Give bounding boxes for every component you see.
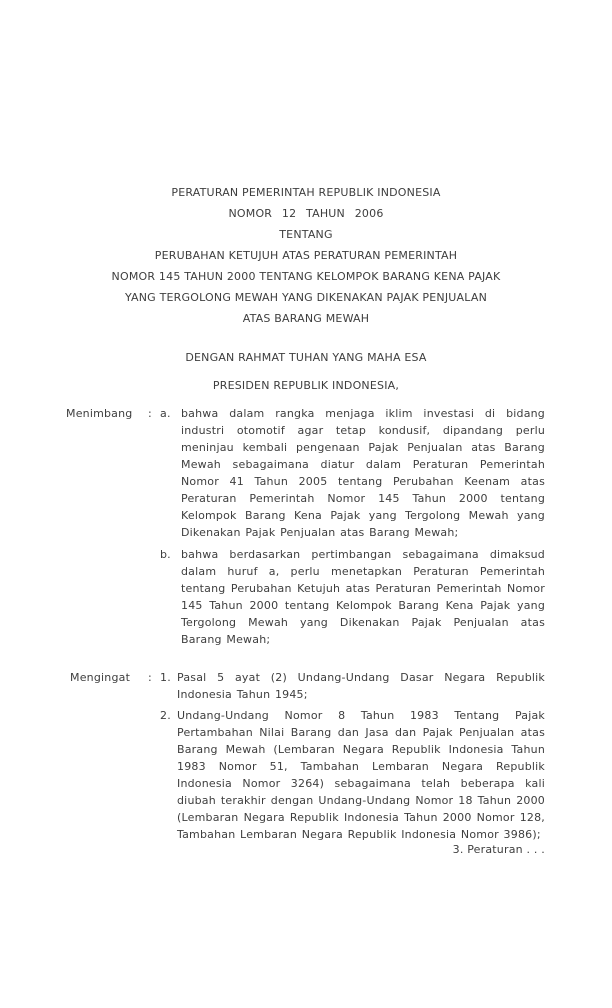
- menimbang-colon: :: [148, 407, 152, 420]
- mengingat-item-1: [160, 669, 545, 703]
- menimbang-items: [160, 405, 545, 648]
- item-marker: b.: [160, 548, 171, 561]
- item-text: bahwa berdasarkan pertimbangan sebagaimana dimaksud dalam huruf a, perlu menetapkan Peraturan Pemerintah tentang Perubahan Ketujuh atas Peraturan Pemerintah Nomor 145 Tahun 2000 tentang Kelompok Barang Kena Pajak yang Tergolong Mewah yang Dikenakan Pajak Penjualan atas Barang Mewah;: [181, 548, 545, 646]
- mengingat-colon: :: [148, 671, 152, 684]
- title-line-subject-3: YANG TERGOLONG MEWAH YANG DIKENAKAN PAJAK PENJUALAN: [124, 291, 488, 304]
- issuer-line: PRESIDEN REPUBLIK INDONESIA,: [212, 379, 400, 392]
- item-marker: 2.: [160, 709, 171, 722]
- menimbang-item-b: [160, 546, 545, 648]
- title-line-subject-2: NOMOR 145 TAHUN 2000 TENTANG KELOMPOK BARANG KENA PAJAK: [111, 270, 501, 283]
- menimbang-label: Menimbang: [66, 407, 133, 420]
- mengingat-item-2: [160, 707, 545, 843]
- item-text: Pasal 5 ayat (2) Undang-Undang Dasar Negara Republik Indonesia Tahun 1945;: [177, 671, 545, 701]
- title-line-tentang: TENTANG: [279, 228, 333, 241]
- title-line-subject-1: PERUBAHAN KETUJUH ATAS PERATURAN PEMERINTAH: [154, 249, 458, 262]
- document-body: [66, 405, 545, 843]
- item-text: Undang-Undang Nomor 8 Tahun 1983 Tentang Pajak Pertambahan Nilai Barang dan Jasa dan Pajak Penjualan atas Barang Mewah (Lembaran Negara Republik Indonesia Tahun 1983 Nomor 51, Tambahan Lembaran Negara Republik Indonesia Nomor 3264) sebagaimana telah beberapa kali diubah terakhir dengan Undang-Undang Nomor 18 Tahun 2000 (Lembaran Negara Republik Indonesia Tahun 2000 Nomor 128, Tambahan Lembaran Negara Republik Indonesia Nomor 3986);: [177, 709, 545, 841]
- title-line-regulation-type: PERATURAN PEMERINTAH REPUBLIK INDONESIA: [171, 186, 441, 199]
- mengingat-items: [160, 669, 545, 843]
- invocation-line: DENGAN RAHMAT TUHAN YANG MAHA ESA: [185, 351, 427, 364]
- mengingat-label: Mengingat: [70, 671, 131, 684]
- title-line-number-year: NOMOR 12 TAHUN 2006: [228, 207, 384, 220]
- document-title-block: [0, 182, 612, 329]
- menimbang-section: [66, 405, 545, 648]
- item-marker: a.: [160, 407, 171, 420]
- page-catchword: 3. Peraturan . . .: [452, 843, 545, 856]
- title-line-subject-4: ATAS BARANG MEWAH: [242, 312, 370, 325]
- mengingat-section: [66, 669, 545, 843]
- item-marker: 1.: [160, 671, 171, 684]
- item-text: bahwa dalam rangka menjaga iklim investasi di bidang industri otomotif agar tetap kondusif, dipandang perlu meninjau kembali pengenaan Pajak Penjualan atas Barang Mewah sebagaimana diatur dalam Peraturan Pemerintah Nomor 41 Tahun 2005 tentang Perubahan Keenam atas Peraturan Pemerintah Nomor 145 Tahun 2000 tentang Kelompok Barang Kena Pajak yang Tergolong Mewah yang Dikenakan Pajak Penjualan atas Barang Mewah;: [181, 407, 545, 539]
- menimbang-item-a: [160, 405, 545, 541]
